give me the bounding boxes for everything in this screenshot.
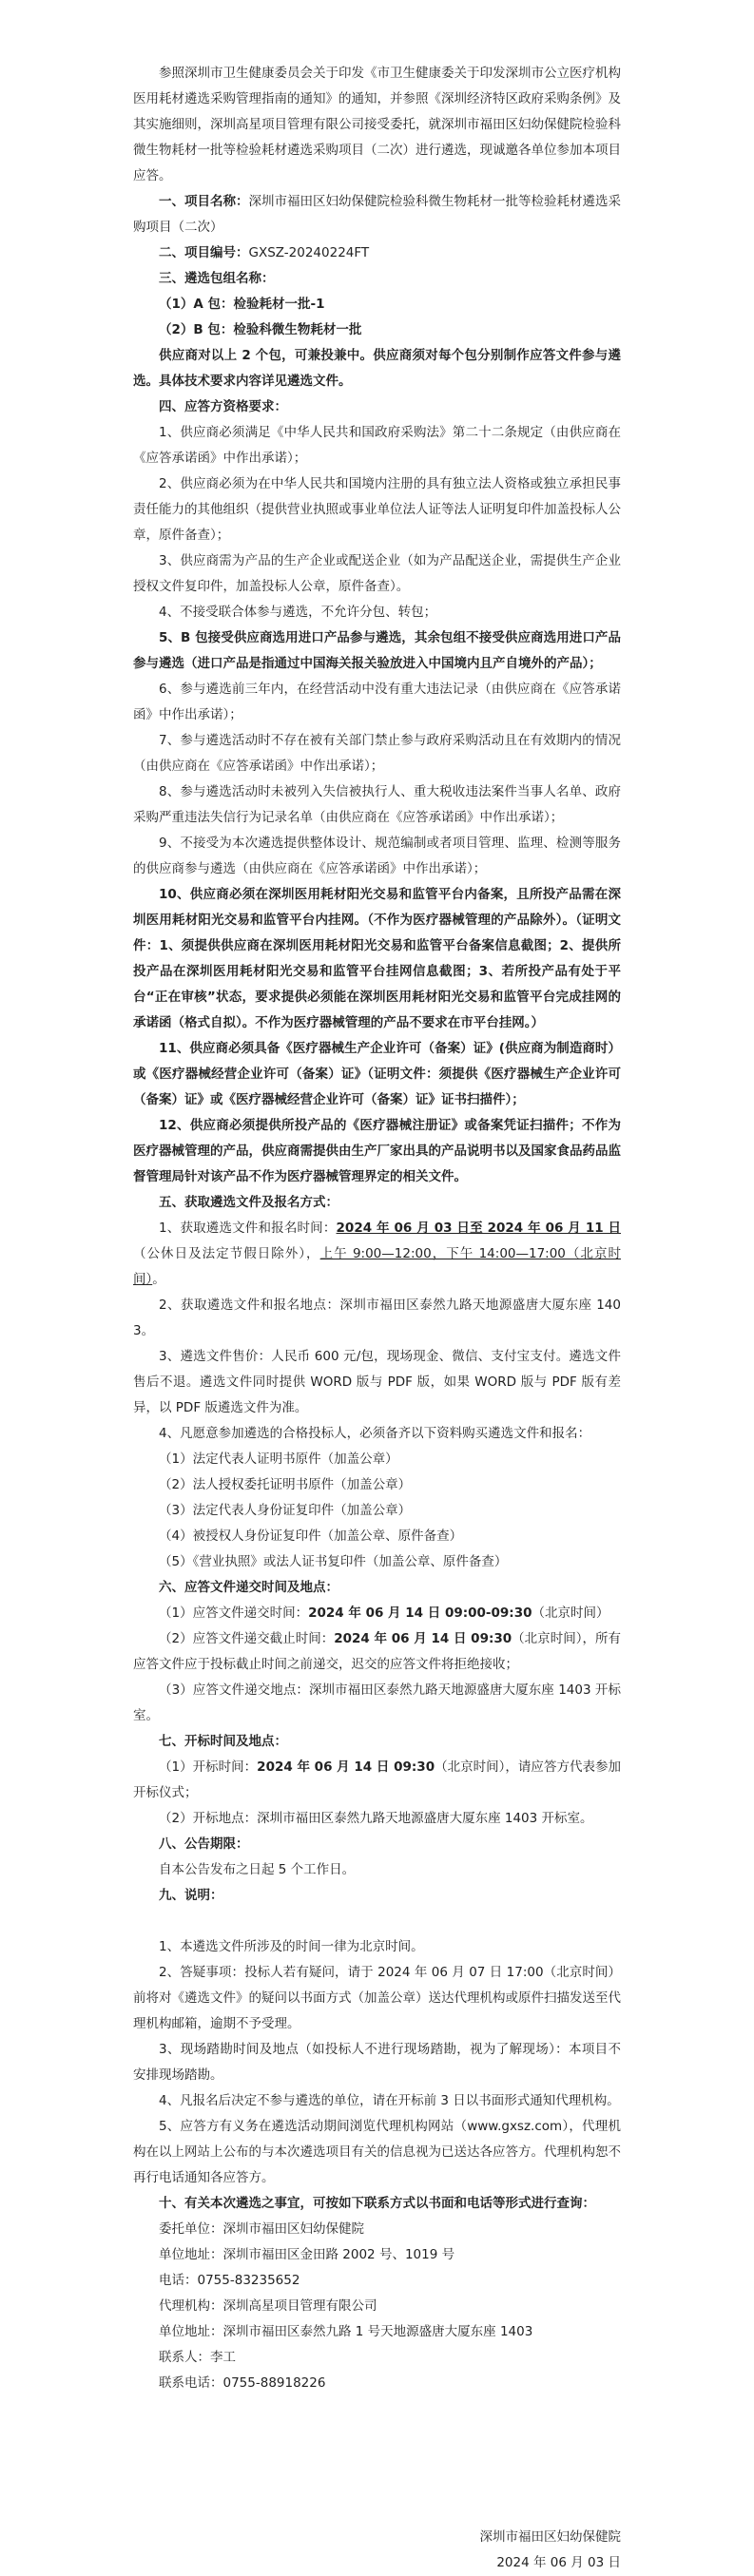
note-item-3: 3、现场踏勘时间及地点（如投标人不进行现场踏勘，视为了解现场）：本项目不安排现场踏勘。 bbox=[133, 2042, 621, 2083]
notes-title: 九、说明： bbox=[159, 1888, 223, 1903]
submission-title: 六、应答文件递交时间及地点： bbox=[159, 1580, 338, 1595]
required-doc-4: （4）被授权人身份证复印件（加盖公章、原件备查） bbox=[159, 1528, 463, 1544]
opening-time-end: （北京时间），请应答方代表参加开标仪式； bbox=[133, 1759, 621, 1800]
submission-deadline-rest: （北京时间），所有应答文件应于投标截止时间之前递交，迟交的应答文件将拒绝接收； bbox=[133, 1631, 621, 1672]
obtain-docs-price: 3、遴选文件售价：人民币 600 元/包，现场现金、微信、支付宝支付。遴选文件售后不退。遴选文件同时提供 WORD 版与 PDF 版，如果 WORD 版与 PDF 版有差异，以 PDF 版遴选文件为准。 bbox=[133, 1349, 621, 1415]
package-a: （1）A 包：检验耗材一批-1 bbox=[159, 297, 325, 312]
opening-title: 七、开标时间及地点： bbox=[159, 1734, 287, 1749]
submission-time-label: （1）应答文件递交时间： bbox=[159, 1605, 309, 1621]
required-doc-2: （2）法人授权委托证明书原件（加盖公章） bbox=[159, 1477, 412, 1492]
obtain-docs-time-end: 。 bbox=[152, 1272, 165, 1287]
package-note: 供应商对以上 2 个包，可兼投兼中。供应商须对每个包分别制作应答文件参与遴选。具体技术要求内容详见遴选文件。 bbox=[133, 348, 621, 389]
qualification-item-10: 10、供应商必须在深圳医用耗材阳光交易和监管平台内备案，且所投产品需在深圳医用耗材阳光交易和监管平台内挂网。（不作为医疗器械管理的产品除外）。（证明文件：1、须提供供应商在深圳医用耗材阳光交易和监管平台备案信息截图；2、提供所投产品在深圳医用耗材阳光交易和监管平台挂网信息截图；3、若所投产品有处于平台“正在审核”状态，要求提供必须能在深圳医用耗材阳光交易和监管平台完成挂网的承诺函（格式自拟）。不作为医疗器械管理的产品不要求在市平台挂网。） bbox=[133, 887, 621, 1030]
signature-org: 深圳市福田区妇幼保健院 bbox=[479, 2529, 621, 2545]
obtain-docs-title: 五、获取遴选文件及报名方式： bbox=[159, 1195, 338, 1210]
notice-period-value: 自本公告发布之日起 5 个工作日。 bbox=[159, 1862, 356, 1877]
qualification-item-3: 3、供应商需为产品的生产企业或配送企业（如为产品配送企业，需提供生产企业授权文件复印件，加盖投标人公章，原件备查）。 bbox=[133, 553, 621, 594]
submission-deadline-value: 2024 年 06 月 14 日 09:30 bbox=[334, 1631, 512, 1646]
qualification-item-2: 2、供应商必须为在中华人民共和国境内注册的具有独立法人资格或独立承担民事责任能力的其他组织（提供营业执照或事业单位法人证等法人证明复印件加盖投标人公章，原件备查）； bbox=[133, 476, 621, 543]
required-doc-5: （5）《营业执照》或法人证书复印件（加盖公章、原件备查） bbox=[159, 1554, 508, 1569]
contact-person: 联系人：李工 bbox=[159, 2350, 236, 2365]
opening-place: （2）开标地点：深圳市福田区泰然九路天地源盛唐大厦东座 1403 开标室。 bbox=[159, 1811, 593, 1826]
opening-time-value: 2024 年 06 月 14 日 09:30 bbox=[257, 1759, 435, 1775]
project-number bbox=[133, 240, 621, 266]
opening-time-label: （1）开标时间： bbox=[159, 1759, 258, 1775]
required-doc-1: （1）法定代表人证明书原件（加盖公章） bbox=[159, 1451, 398, 1467]
intro-paragraph: 参照深圳市卫生健康委员会关于印发《市卫生健康委关于印发深圳市公立医疗机构医用耗材遴选采购管理指南的通知》的通知，并参照《深圳经济特区政府采购条例》及其实施细则，深圳高星项目管理有限公司接受委托，就深圳市福田区妇幼保健院检验科微生物耗材一批等检验耗材遴选采购项目（二次）进行遴选，现诚邀各单位参加本项目应答。 bbox=[133, 66, 621, 183]
package-section-title: 三、遴选包组名称： bbox=[159, 271, 275, 286]
agent-name: 代理机构：深圳高星项目管理有限公司 bbox=[159, 2298, 377, 2314]
submission-time-value: 2024 年 06 月 14 日 09:00-09:30 bbox=[308, 1605, 532, 1621]
note-item-1: 1、本遴选文件所涉及的时间一律为北京时间。 bbox=[159, 1939, 424, 1954]
note-item-2: 2、答疑事项：投标人若有疑问，请于 2024 年 06 月 07 日 17:00（北京时间）前将对《遴选文件》的疑问以书面方式（加盖公章）送达代理机构或原件扫描发送至代理机构邮箱，逾期不予受理。 bbox=[133, 1965, 621, 2031]
qualification-item-7: 7、参与遴选活动时不存在被有关部门禁止参与政府采购活动且在有效期内的情况（由供应商在《应答承诺函》中作出承诺）； bbox=[133, 733, 621, 774]
obtain-docs-time-slots: 上午 9:00—12:00，下午 14:00—17:00（北京时间） bbox=[133, 1246, 621, 1287]
client-address: 单位地址：深圳市福田区金田路 2002 号、1019 号 bbox=[159, 2247, 455, 2262]
obtain-docs-time-value: 2024 年 06 月 03 日至 2024 年 06 月 11 日 bbox=[336, 1221, 621, 1236]
qualification-item-11: 11、供应商必须具备《医疗器械生产企业许可（备案）证》(供应商为制造商时）或《医疗器械经营企业许可（备案）证》（证明文件：须提供《医疗器械生产企业许可（备案）证》或《医疗器械经营企业许可（备案）证》证书扫描件）； bbox=[133, 1041, 621, 1107]
submission-deadline-label: （2）应答文件递交截止时间： bbox=[159, 1631, 335, 1646]
opening-time bbox=[133, 1755, 621, 1806]
qualification-item-6: 6、参与遴选前三年内，在经营活动中没有重大违法记录（由供应商在《应答承诺函》中作出承诺）； bbox=[133, 682, 621, 722]
submission-time-end: （北京时间） bbox=[532, 1605, 609, 1621]
contact-title: 十、有关本次遴选之事宜，可按如下联系方式以书面和电话等形式进行查询： bbox=[159, 2196, 595, 2211]
project-number-label: 二、项目编号： bbox=[159, 245, 249, 260]
obtain-docs-requirements: 4、凡愿意参加遴选的合格投标人，必须备齐以下资料购买遴选文件和报名： bbox=[159, 1426, 591, 1441]
qualification-item-4: 4、不接受联合体参与遴选，不允许分包、转包； bbox=[159, 605, 437, 620]
qualification-item-1: 1、供应商必须满足《中华人民共和国政府采购法》第二十二条规定（由供应商在《应答承诺函》中作出承诺）； bbox=[133, 425, 621, 466]
note-item-4: 4、凡报名后决定不参与遴选的单位，请在开标前 3 日以书面形式通知代理机构。 bbox=[159, 2093, 620, 2108]
client-phone: 电话：0755-83235652 bbox=[159, 2273, 300, 2288]
qualification-item-12: 12、供应商必须提供所投产品的《医疗器械注册证》或备案凭证扫描件；不作为医疗器械管理的产品，供应商需提供由生产厂家出具的产品说明书以及国家食品药品监督管理局针对该产品不作为医疗器械管理界定的相关文件。 bbox=[133, 1118, 621, 1184]
signature-block bbox=[133, 2525, 621, 2576]
qualification-title: 四、应答方资格要求： bbox=[159, 399, 287, 414]
project-number-value: GXSZ-20240224FT bbox=[248, 245, 370, 260]
obtain-docs-time-label: 1、获取遴选文件和报名时间： bbox=[159, 1221, 337, 1236]
signature-date: 2024 年 06 月 03 日 bbox=[496, 2555, 621, 2570]
package-b: （2）B 包：检验科微生物耗材一批 bbox=[159, 322, 362, 337]
contact-phone: 联系电话：0755-88918226 bbox=[159, 2375, 326, 2391]
qualification-item-8: 8、参与遴选活动时未被列入失信被执行人、重大税收违法案件当事人名单、政府采购严重违法失信行为记录名单（由供应商在《应答承诺函》中作出承诺）； bbox=[133, 784, 621, 825]
note-item-5: 5、应答方有义务在遴选活动期间浏览代理机构网站（www.gxsz.com），代理机构在以上网站上公布的与本次遴选项目有关的信息视为已送达各应答方。代理机构恕不再行电话通知各应答方。 bbox=[133, 2119, 621, 2185]
client-name: 委托单位：深圳市福田区妇幼保健院 bbox=[159, 2221, 364, 2237]
project-name-value: 深圳市福田区妇幼保健院检验科微生物耗材一批等检验耗材遴选采购项目（二次） bbox=[133, 194, 621, 235]
submission-deadline bbox=[133, 1626, 621, 1678]
project-name bbox=[133, 189, 621, 240]
submission-time bbox=[133, 1601, 621, 1626]
project-name-label: 一、项目名称： bbox=[159, 194, 249, 209]
obtain-docs-time bbox=[133, 1216, 621, 1293]
agent-address: 单位地址：深圳市福田区泰然九路 1 号天地源盛唐大厦东座 1403 bbox=[159, 2324, 533, 2339]
required-doc-3: （3）法定代表人身份证复印件（加盖公章） bbox=[159, 1503, 412, 1518]
obtain-docs-place: 2、获取遴选文件和报名地点：深圳市福田区泰然九路天地源盛唐大厦东座 1403。 bbox=[133, 1298, 621, 1338]
submission-place: （3）应答文件递交地点：深圳市福田区泰然九路天地源盛唐大厦东座 1403 开标室。 bbox=[133, 1682, 621, 1723]
qualification-item-5: 5、B 包接受供应商选用进口产品参与遴选，其余包组不接受供应商选用进口产品参与遴选（进口产品是指通过中国海关报关验放进入中国境内且产自境外的产品）； bbox=[133, 630, 621, 671]
notice-period-title: 八、公告期限： bbox=[159, 1836, 249, 1852]
obtain-docs-time-mid: （公休日及法定节假日除外）， bbox=[133, 1246, 320, 1261]
qualification-item-9: 9、不接受为本次遴选提供整体设计、规范编制或者项目管理、监理、检测等服务的供应商参与遴选（由供应商在《应答承诺函》中作出承诺）； bbox=[133, 836, 621, 876]
